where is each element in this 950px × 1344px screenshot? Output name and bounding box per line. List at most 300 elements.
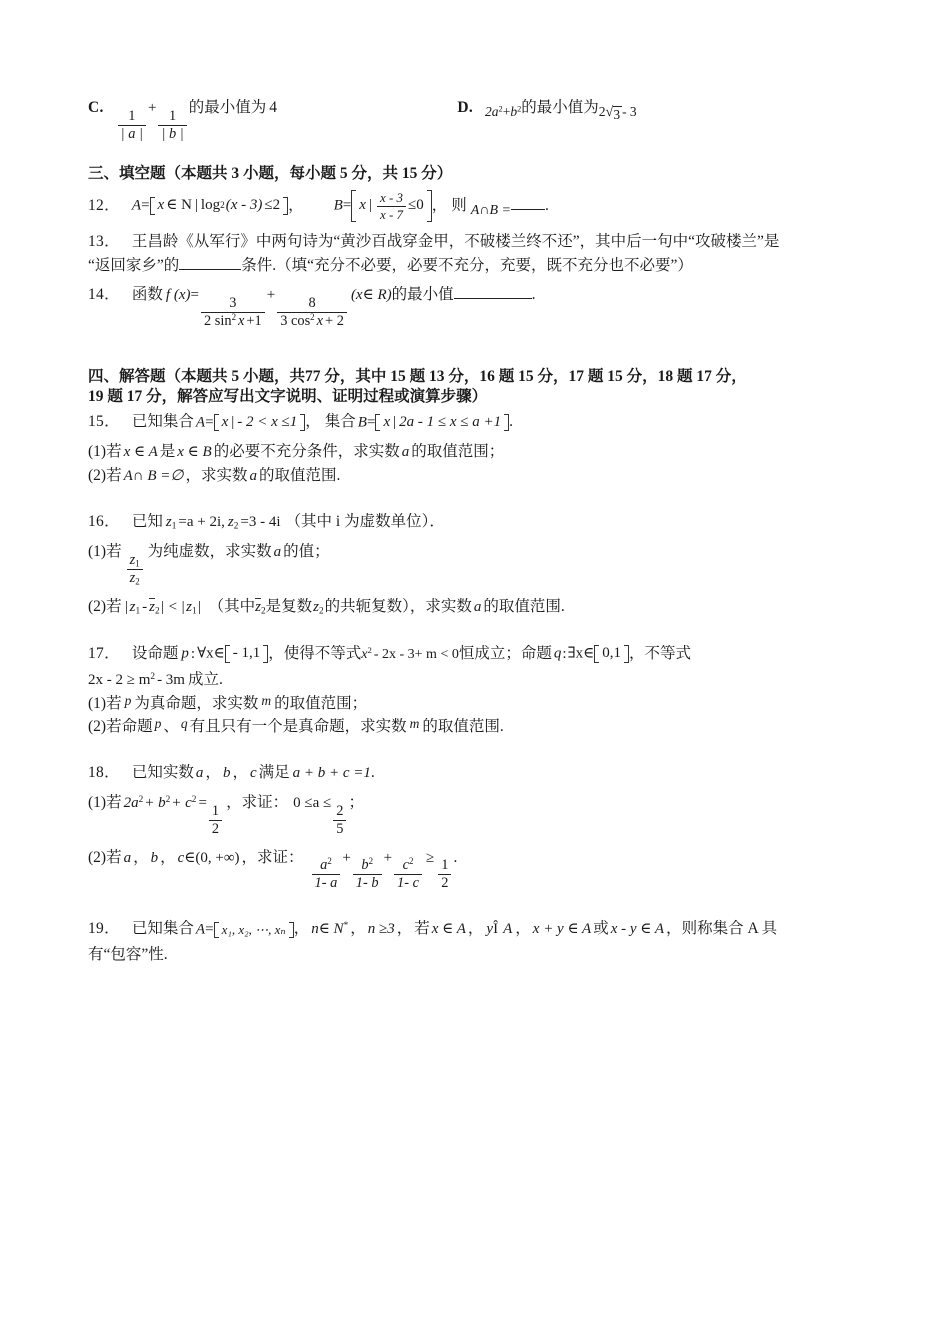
choice-row-cd [88, 100, 875, 142]
less-than: < [168, 598, 178, 615]
set-condition: - 2 < x ≤1 [237, 413, 298, 430]
set-a-definition [132, 197, 288, 215]
set-a-ref: A [503, 921, 513, 938]
option-c-expression [116, 101, 189, 142]
question-number: 12． [88, 196, 120, 214]
p-symbol: p [181, 645, 189, 662]
subscript: 2 [154, 606, 160, 617]
spacer [88, 484, 875, 514]
answer-blank-13[interactable] [179, 257, 241, 270]
plus-sign: + [266, 287, 276, 304]
plus-sign: + [502, 104, 511, 119]
equals: = [141, 197, 150, 214]
question-15-part-2 [88, 467, 875, 485]
question-number: 16． [88, 513, 120, 531]
minimum-text: 的最小值 [391, 286, 454, 304]
period: . [531, 286, 536, 304]
question-19 [88, 921, 875, 963]
option-c-text: 的最小值为 [188, 99, 267, 116]
equals: = [342, 197, 352, 214]
equals: = [198, 794, 207, 811]
variable: x [238, 312, 245, 329]
question-13-text-line1: 王昌龄《从军行》中两句诗为“黄沙百战穿金甲，不破楼兰终不还”，其中后一句中“攻破楼兰”是 [131, 233, 780, 251]
frac-denominator [127, 570, 143, 586]
spacer [88, 144, 875, 164]
stem-lead: 已知 [131, 513, 163, 531]
question-number: 15． [88, 413, 120, 431]
answer-blank-14[interactable] [454, 286, 532, 299]
inequality-lhs: 2x - 2 ≥ m [88, 672, 151, 689]
abs-bar-left: | [181, 598, 185, 615]
z1-symbol: z [186, 598, 192, 615]
question-15-stem [88, 414, 875, 432]
fraction-one-half [209, 804, 222, 837]
abs-bar-right: | [161, 598, 165, 615]
set-body [356, 190, 426, 222]
equals: = [190, 287, 199, 304]
fraction-c2-over-1-c [394, 858, 422, 891]
section-4-heading-line-2: 19 题 17 分，解答应写出文字说明、证明过程或演算步骤） [88, 388, 488, 406]
part-label: (2)若命题 [88, 717, 153, 735]
question-13-text-post: 条件.（填“充分不必要，必要不充分，充要，既不充分也不必要”） [241, 257, 693, 275]
variable-m: m [409, 715, 420, 731]
frac-numerator: 1 [158, 109, 186, 126]
set-braces [150, 197, 289, 215]
proposition-p [178, 645, 268, 663]
if-word: 若 [414, 920, 430, 938]
variable-a: a [195, 765, 204, 782]
frac-denominator: 1- c [397, 875, 420, 892]
exponent: 2 [150, 672, 156, 683]
radicand: 3 [613, 107, 621, 122]
set-name-b: B [357, 414, 367, 431]
interval: ∈(0, +∞) [184, 849, 240, 866]
part-label: (2)若 [88, 466, 122, 484]
question-number: 17． [88, 644, 120, 662]
fraction-b2-over-1-b [353, 858, 382, 891]
question-number: 19． [88, 920, 120, 938]
square-root [606, 105, 623, 122]
conjugate-z2 [255, 598, 266, 616]
z-symbol: z [255, 598, 261, 615]
part-2-text: 有且只有一个是真命题，求实数 [189, 717, 407, 735]
comma: ， [396, 920, 413, 938]
tail: +1 [246, 312, 262, 329]
subscript: 2 [318, 606, 324, 617]
frac-denominator: 1- b [355, 875, 379, 892]
interval-body [230, 645, 264, 663]
x-in-a: x ∈ A [431, 921, 466, 938]
question-12 [88, 190, 875, 222]
such-that-bar: | [393, 413, 397, 430]
question-15-part-1 [88, 443, 875, 461]
question-17-part-1 [88, 692, 875, 712]
set-name-b: B [333, 197, 343, 214]
set-name-a: A [195, 921, 206, 938]
part-1-equation [122, 795, 227, 837]
z1-value: =a + 2i, [178, 514, 225, 531]
p-symbol: p [124, 692, 132, 708]
colon: : [190, 645, 196, 662]
modulus-inequality [122, 598, 205, 616]
frac-numerator [353, 858, 382, 875]
numerator-var: c [402, 857, 409, 874]
part-1-result [288, 795, 348, 837]
frac-numerator: 1 [209, 804, 222, 821]
frac-numerator: 8 [277, 296, 347, 313]
note-prefix: （其中 [208, 597, 256, 615]
comma: ， [305, 413, 321, 431]
z2-value: =3 - 4i [240, 514, 281, 531]
part-1-tail: 的取值范围； [274, 694, 368, 712]
question-13-line-1 [88, 234, 875, 250]
cos-coefficient: 3 cos [280, 312, 311, 329]
log-function: log [200, 197, 221, 214]
comma: ， [133, 848, 149, 866]
spacer [88, 891, 875, 921]
variable-a: a [401, 444, 410, 461]
set-braces [214, 414, 306, 432]
conclusion-text: 则称集合 A 具 [681, 920, 778, 938]
question-19-text-line2: 有“包容”性. [88, 946, 168, 963]
option-d-value [599, 105, 637, 122]
membership: ∈ N [166, 197, 192, 214]
question-17-part-2 [88, 715, 875, 735]
subscript: 1 [135, 558, 140, 569]
frac-denominator: x - 7 [379, 206, 404, 222]
set-braces [375, 414, 509, 432]
interval-values: 0,1 [602, 645, 622, 662]
note-suffix: 的共轭复数），求实数 [324, 597, 472, 615]
condition-x-in-b: x ∈ B [177, 444, 212, 461]
stem-text-2: 恒成立；命题 [458, 644, 552, 662]
part-label: (2)若 [88, 597, 122, 615]
subscript: 2 [233, 522, 239, 533]
question-13 [88, 234, 875, 274]
relation: ≤0 [408, 197, 424, 214]
exists-quantifier: ∃x∈ [567, 645, 595, 662]
comma: ， [232, 764, 248, 782]
term-c: + c [171, 794, 192, 811]
comma-2: ， [431, 196, 448, 214]
q-symbol: q [180, 715, 188, 731]
comma: ， [666, 920, 682, 938]
p-symbol: p [154, 715, 162, 731]
separator: 、 [163, 717, 179, 735]
part-2-tail: 的取值范围. [422, 717, 504, 735]
set-body: x ∈ N | log 2 (x - 3) ≤2 [157, 197, 281, 214]
set-variable: x [383, 413, 391, 430]
question-number: 18． [88, 764, 120, 782]
stem-lead: 设命题 [131, 644, 179, 662]
part-label: (1)若 [88, 793, 122, 811]
term-b: + b [144, 794, 166, 811]
condition-x-in-a: x ∈ A [123, 444, 158, 461]
stem-lead: 已知集合 [131, 920, 194, 938]
variable-b: b [150, 849, 159, 866]
set-body [219, 922, 289, 938]
variable-c: c [249, 765, 257, 782]
greater-equal: ≥ [426, 849, 435, 866]
comma: ， [293, 920, 310, 938]
equals: = [205, 921, 214, 938]
fraction-3-over-2sin2x1 [201, 296, 265, 329]
set-braces [351, 190, 431, 222]
stem-lead: 已知集合 [131, 413, 194, 431]
section-3-heading: 三、填空题（本题共 3 小题，每小题 5 分，共 15 分） [88, 164, 453, 182]
sin-coefficient: 2 sin [203, 312, 232, 329]
question-number: 13． [88, 233, 120, 251]
set-elements: x₁, x₂, ⋯, xₙ [221, 921, 286, 937]
q-symbol: q [553, 645, 562, 662]
minus-sign: - [142, 598, 148, 615]
question-17-stem-line-2 [88, 672, 875, 689]
frac-numerator [312, 858, 341, 875]
set-condition: 2a - 1 ≤ x ≤ a +1 [399, 413, 502, 430]
variable-a: a [123, 849, 132, 866]
inequality-1 [361, 644, 459, 663]
question-16-stem [88, 514, 875, 531]
set-body [380, 414, 504, 432]
variable: x [316, 312, 324, 329]
such-that-bar: | [368, 197, 372, 214]
or-word: 或 [593, 920, 609, 938]
part-2-inequality [304, 850, 454, 892]
star: * [343, 921, 349, 932]
question-18-part-1 [88, 794, 875, 837]
inequality-lhs: 0 ≤a ≤ [293, 794, 332, 811]
part-2-text: ，求实数 [185, 466, 248, 484]
variable-m: m [261, 692, 272, 708]
period: . [370, 764, 375, 782]
spacer [88, 531, 875, 543]
quotient-z1-z2 [122, 544, 148, 586]
numerator-var: b [361, 857, 369, 874]
subscript: 2 [135, 576, 140, 587]
part-1-text: 的必要不充分条件，求实数 [213, 443, 400, 461]
option-c-value: 4 [269, 99, 278, 116]
proposition-q [552, 645, 629, 663]
interval-bracket [594, 645, 629, 663]
z-symbol: z [129, 552, 136, 568]
frac-denominator: | b | [161, 125, 184, 142]
fraction-8-over-3cos2x2 [277, 296, 347, 329]
fraction-two-fifths [333, 804, 346, 837]
note-middle: 是复数 [265, 597, 313, 615]
colon: : [562, 645, 567, 662]
set-name-a: A [131, 197, 142, 214]
function-lead: 函数 [131, 286, 163, 304]
abs-bar-right: | [198, 598, 202, 615]
exponent: 2 [517, 104, 522, 114]
spacer [88, 782, 875, 794]
set-b-definition [334, 190, 432, 222]
such-that-bar: | [231, 413, 235, 430]
coefficient: 2 [598, 104, 606, 119]
frac-numerator: 2 [333, 804, 346, 821]
frac-denominator [201, 313, 265, 329]
spacer [88, 837, 875, 849]
set-variable: x [157, 197, 165, 214]
inequality-rhs: - 3m [157, 672, 185, 689]
plus-sign: + [383, 849, 393, 866]
fraction [127, 553, 143, 586]
option-d-expression [485, 105, 521, 119]
stem-lead: 已知实数 [131, 764, 194, 782]
is-word: 是 [159, 443, 176, 461]
membership-symbol: Î [493, 921, 499, 938]
fraction-one-half [438, 858, 451, 891]
imaginary-unit-note: （其中 i 为虚数单位）． [285, 513, 445, 531]
forall-quantifier: ∀x∈ [197, 645, 225, 662]
y-variable: y [486, 921, 494, 938]
exponent: 2 [138, 794, 144, 805]
relation: ≤2 [264, 197, 281, 214]
variable-a: a [273, 544, 282, 561]
fraction-one-over-abs-b [158, 109, 186, 142]
comma: ， [205, 764, 221, 782]
question-18 [88, 765, 875, 891]
set-a-definition [194, 414, 305, 432]
question-number: 14． [88, 286, 120, 304]
complex-numbers-definition [163, 515, 281, 531]
question-13-text-pre: “返回家乡”的 [88, 257, 180, 275]
variable-a: a [249, 467, 257, 484]
stem-text-1: ，使得不等式 [268, 644, 362, 662]
part-1-text: 为纯虚数，求实数 [147, 543, 272, 561]
set-variable: x [359, 197, 366, 214]
fraction-a2-over-1-a [312, 858, 341, 891]
z-symbol: z [313, 598, 319, 615]
variable-a: a [473, 598, 482, 615]
inequality-rest: - 2x - 3+ m < 0 [373, 646, 459, 662]
set-braces [214, 922, 294, 938]
frac-denominator: 5 [336, 820, 344, 837]
z2-reference [312, 599, 325, 616]
part-label: (1)若 [88, 443, 122, 461]
holds-text: 成立. [187, 671, 223, 689]
frac-numerator: 1 [118, 109, 146, 126]
section-4-heading-line-1: 四、解答题（本题共 5 小题，共77 分，其中 15 题 13 分，16 题 15 分，17 题 15 分，18 题 17 分， [88, 367, 747, 385]
exponent: 2 [231, 311, 237, 322]
part-1-text: 为真命题，求实数 [134, 694, 259, 712]
set-name-a: A [195, 414, 206, 431]
spacer [88, 735, 875, 765]
fraction-x3-over-x7 [377, 191, 406, 221]
set-b-definition [356, 414, 509, 432]
frac-denominator: 1- a [314, 875, 338, 892]
period: . [544, 196, 549, 214]
semicolon: ； [348, 793, 364, 811]
y-membership [483, 922, 515, 938]
prove-text: ，求证： [226, 793, 289, 811]
subscript: 1 [191, 606, 197, 617]
n-in-n-star [309, 922, 350, 938]
function-fx: f (x) [165, 287, 191, 304]
stem-lead-2: 集合 [324, 413, 356, 431]
x-minus-y-in-a: x - y ∈ A [610, 921, 665, 938]
z2-symbol: z [227, 514, 234, 531]
fraction-one-over-abs-a [118, 109, 146, 142]
exponent: 2 [498, 104, 503, 114]
frac-denominator: 2 [441, 875, 449, 892]
question-18-stem [88, 765, 875, 782]
frac-numerator [127, 553, 143, 570]
question-16-part-2 [88, 598, 875, 616]
answer-blank-12[interactable] [511, 202, 545, 210]
inequality-2 [88, 673, 185, 689]
spacer [88, 586, 875, 598]
question-19-line-2 [88, 947, 875, 963]
option-c-label: C. [88, 99, 104, 116]
exponent: 2 [310, 311, 315, 322]
spacer [88, 615, 875, 645]
exponent: 2 [367, 644, 372, 655]
x-variable: x [361, 646, 368, 662]
numerator-var: a [320, 857, 328, 874]
question-16-part-1 [88, 543, 875, 586]
z1-symbol: z [165, 514, 172, 531]
subscript: 2 [260, 606, 266, 617]
spacer [88, 329, 875, 367]
value-tail: - 3 [622, 104, 637, 119]
part-label: (2)若 [88, 848, 122, 866]
comma: ， [350, 920, 366, 938]
comma: ， [467, 920, 484, 938]
plus-sign: + [342, 849, 351, 866]
part-1-tail: 的取值范围； [411, 443, 505, 461]
term-2a: 2a [485, 104, 499, 119]
comma-1: ， [288, 196, 304, 214]
plus-sign: + [147, 100, 157, 116]
exponent: 2 [191, 794, 197, 805]
term-2a: 2a [123, 794, 139, 811]
a-intersect-b-equals: A∩B = [470, 202, 511, 218]
z2-symbol: z [149, 598, 155, 615]
domain: (x∈ R) [350, 287, 392, 304]
frac-numerator: 3 [201, 296, 265, 313]
part-2-tail: 的取值范围. [483, 597, 565, 615]
question-19-line-1 [88, 921, 875, 938]
variable-c-interval [176, 850, 242, 867]
question-16 [88, 514, 875, 615]
part-1-tail: 的值； [283, 543, 330, 561]
period: . [453, 848, 458, 866]
question-17 [88, 645, 875, 735]
exponent: 2 [165, 794, 171, 805]
n-ge-3: n ≥3 [367, 921, 395, 938]
condition-a-cap-b-empty: A∩ B =∅ [123, 467, 184, 484]
part-label: (1)若 [88, 694, 122, 712]
option-d-text: 的最小值为 [521, 99, 599, 116]
log-argument: (x - 3) [225, 197, 263, 214]
abs-bar-left: | [125, 598, 129, 615]
equals: = [366, 414, 376, 431]
frac-numerator: 1 [438, 858, 451, 875]
radical-sign: √ [605, 104, 614, 120]
exponent: 2 [409, 856, 414, 867]
intersection-result [467, 204, 511, 219]
term-b: b [510, 104, 518, 119]
frac-numerator [394, 858, 422, 875]
comma: ， [160, 848, 176, 866]
function-expression [163, 288, 392, 329]
then-word: 则 [451, 196, 467, 214]
set-variable: x [221, 413, 229, 430]
set-body [219, 414, 301, 432]
interval-body [599, 645, 624, 663]
frac-numerator: x - 3 [377, 191, 406, 206]
